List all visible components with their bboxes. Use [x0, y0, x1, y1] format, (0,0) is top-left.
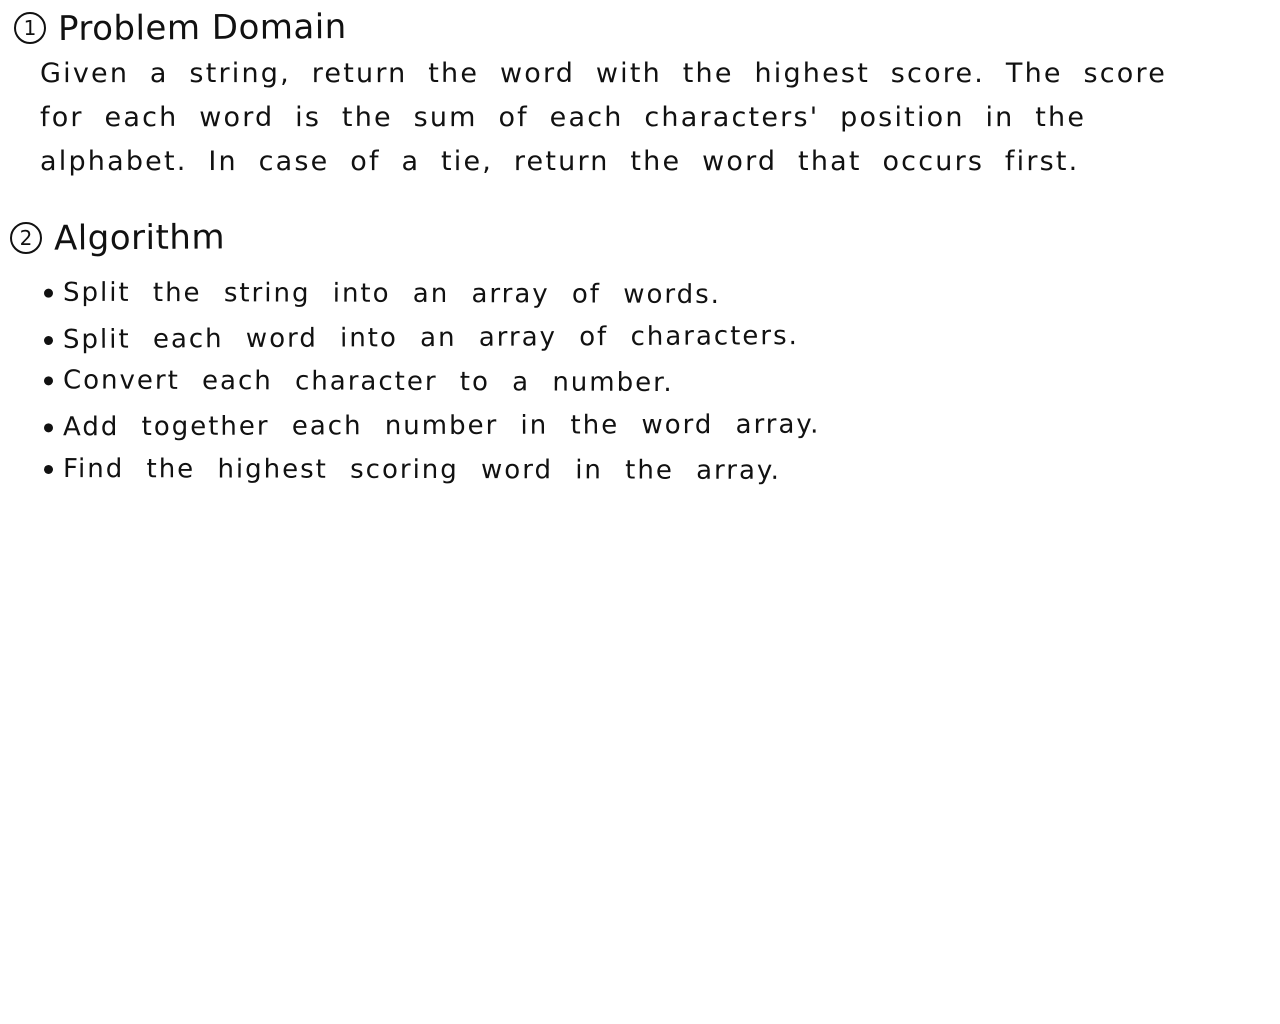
step-text: Split each word into an array of characters.	[62, 321, 799, 355]
section-title: Problem Domain	[57, 6, 347, 50]
bullet-icon	[44, 464, 53, 473]
step-text: Split the string into an array of words.	[62, 277, 722, 311]
section-number-badge: 1	[14, 12, 46, 44]
bullet-icon	[44, 335, 53, 344]
step-text: Add together each number in the word array.	[62, 409, 821, 443]
problem-description: Given a string, return the word with the highest score. The score for each word is the sum of each characters' position in the alphabet. In case of a tie, return the word that occurs first.	[40, 58, 1168, 177]
section-title: Algorithm	[53, 217, 226, 259]
bullet-icon	[44, 376, 53, 385]
list-item	[44, 314, 821, 362]
bullet-icon	[44, 423, 53, 432]
list-item	[44, 447, 820, 493]
section-heading-problem-domain	[14, 8, 347, 48]
list-item	[44, 358, 821, 405]
step-text: Find the highest scoring word in the array.	[62, 454, 781, 486]
list-item	[44, 271, 820, 318]
step-text: Convert each character to a number.	[62, 365, 674, 399]
algorithm-steps-list	[44, 272, 820, 492]
section-number-badge: 2	[10, 222, 42, 254]
list-item	[44, 403, 820, 450]
bullet-icon	[44, 288, 53, 297]
section-heading-algorithm	[10, 218, 225, 258]
